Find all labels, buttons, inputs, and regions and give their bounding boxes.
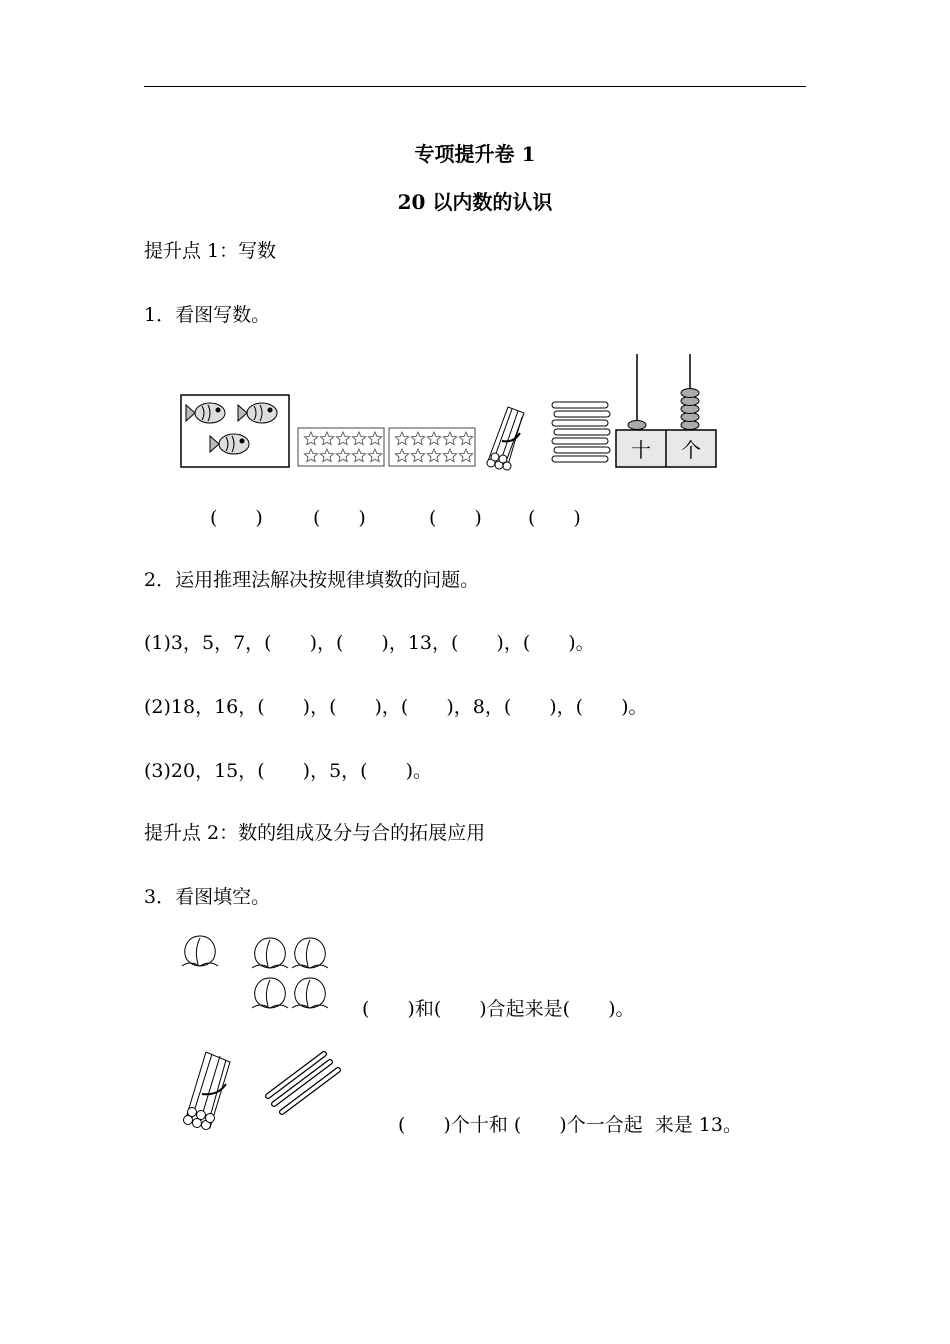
top-rule [144,86,806,87]
q2-item-2[interactable]: (2)18，16，( )，( )，( )，8，( )，( )。 [144,696,648,718]
peach-icon [182,936,218,966]
q1-pictures [176,348,726,473]
peach-icon [292,978,328,1008]
q3-prompt: 3．看图填空。 [144,886,271,908]
section2-heading: 提升点 2：数的组成及分与合的拓展应用 [144,822,486,844]
section1-heading: 提升点 1：写数 [144,240,277,262]
stick-bundle-icon [184,1052,231,1130]
abacus-label-ones: 个 [681,438,701,462]
q2-item-1[interactable]: (1)3，5，7，( )，( )，13，( )，( )。 [144,632,595,654]
peach-pictures [176,930,336,1015]
stick-pictures [176,1044,356,1134]
peach-icon [252,938,288,968]
peach-icon [292,938,328,968]
q3-line-2[interactable]: ( )个十和 ( )个一合起 来是 13。 [398,1114,742,1136]
q2-prompt: 2．运用推理法解决按规律填数的问题。 [144,569,480,591]
fish-box [181,395,289,467]
abacus-label-tens: 十 [631,438,651,462]
q1-answer-3[interactable]: ( ) [429,507,482,529]
peach-icon [252,978,288,1008]
q1-answer-1[interactable]: ( ) [210,507,263,529]
abacus-icon [616,354,716,467]
q1-answer-2[interactable]: ( ) [313,507,366,529]
q1-answer-4[interactable]: ( ) [528,507,581,529]
stick-icon [268,1054,338,1112]
q1-prompt: 1．看图写数。 [144,304,271,326]
loose-sticks [552,402,610,462]
page-subtitle: 20 以内数的认识 [397,190,553,214]
stick-bundle-icon [487,407,524,470]
page-title: 专项提升卷 1 [414,142,536,166]
q2-item-3[interactable]: (3)20，15，( )，5，( )。 [144,760,433,782]
q3-line-1[interactable]: ( )和( )合起来是( )。 [362,998,635,1020]
